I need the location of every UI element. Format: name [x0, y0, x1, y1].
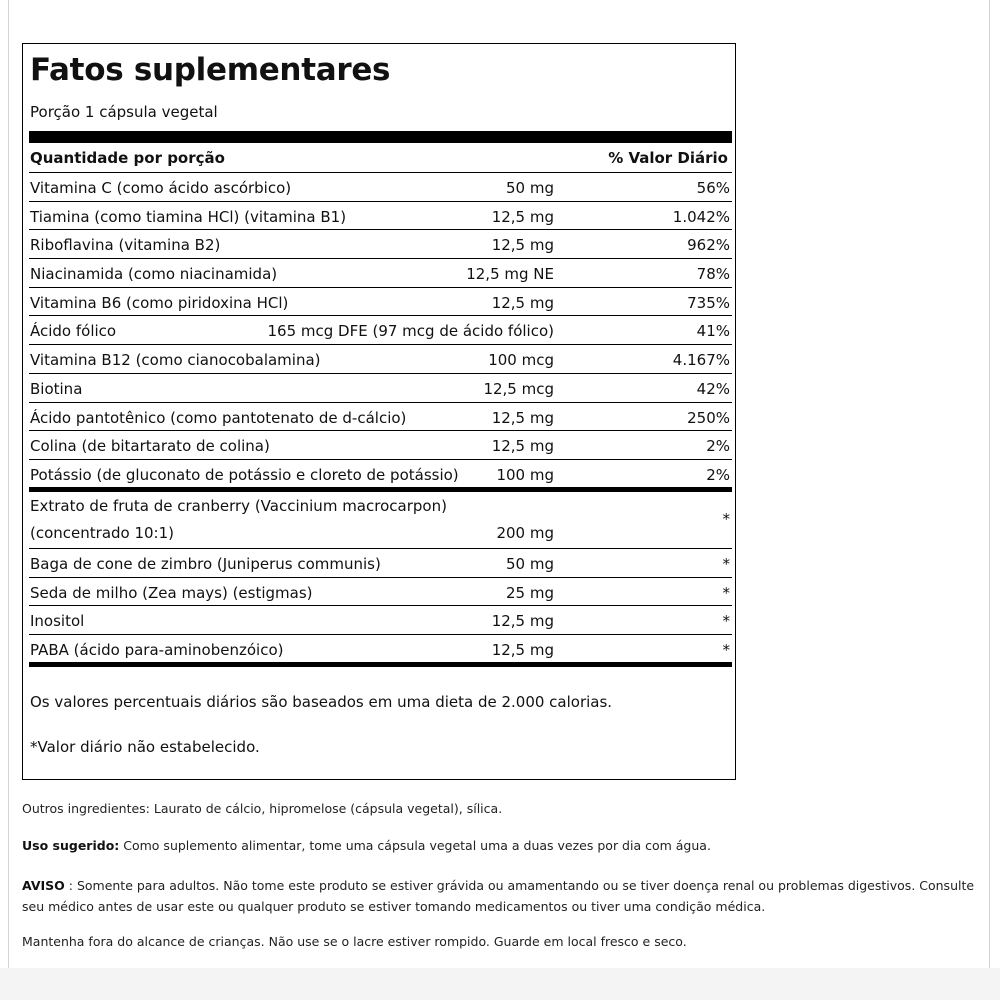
nutrient-row	[29, 288, 732, 317]
warning-label: AVISO	[22, 878, 65, 893]
nutrient-amount: 200 mg	[496, 524, 554, 542]
nutrient-daily-value: *	[722, 583, 730, 602]
nutrient-amount: 12,5 mg	[491, 293, 554, 312]
nutrient-name: PABA (ácido para-aminobenzóico)	[30, 641, 284, 660]
panel-title: Fatos suplementares	[30, 52, 391, 88]
other-ingredients: Outros ingredientes: Laurato de cálcio, hipromelose (cápsula vegetal), sílica.	[22, 801, 503, 816]
nutrient-row	[29, 202, 732, 231]
nutrient-name: Colina (de bitartarato de colina)	[30, 437, 270, 456]
amount-per-serving-header: Quantidade por porção	[30, 149, 225, 167]
daily-value-footnote: Os valores percentuais diários são baseados em uma dieta de 2.000 calorias.	[30, 693, 613, 711]
nutrient-name: Ácido fólico	[30, 322, 117, 341]
nutrient-amount: 12,5 mg	[491, 408, 554, 427]
nutrient-name-continued: (concentrado 10:1)	[30, 524, 175, 542]
nutrient-daily-value: 42%	[696, 379, 730, 398]
nutrient-name: Potássio (de gluconato de potássio e cloreto de potássio)	[30, 465, 459, 484]
nutrient-row	[29, 549, 732, 578]
nutrient-name: Extrato de fruta de cranberry (Vaccinium macrocarpon)	[30, 497, 447, 515]
nutrient-daily-value: 78%	[696, 265, 730, 284]
nutrient-row	[29, 403, 732, 432]
nutrient-rows-primary	[29, 173, 732, 492]
nutrient-name: Niacinamida (como niacinamida)	[30, 265, 278, 284]
nutrient-amount: 50 mg	[506, 555, 554, 573]
nutrient-daily-value: *	[722, 510, 730, 528]
nutrient-row	[29, 173, 732, 202]
nutrient-row	[29, 578, 732, 607]
nutrient-amount: 100 mcg	[488, 351, 554, 370]
nutrient-amount: 25 mg	[506, 583, 554, 602]
nutrient-daily-value: 56%	[696, 179, 730, 197]
nutrient-row	[29, 259, 732, 288]
suggested-use	[22, 835, 982, 856]
nutrient-row	[29, 316, 732, 345]
supplement-facts-panel	[22, 43, 736, 780]
nutrient-daily-value: 4.167%	[672, 351, 730, 370]
warning-text: : Somente para adultos. Não tome este produto se estiver grávida ou amamentando ou se tiver doença renal ou problemas digestivos. Consulte seu médico antes de usar este ou qualquer produto se estiver tomando medicamentos ou tiver uma condição médica.	[22, 878, 975, 914]
nutrient-daily-value: 2%	[706, 437, 730, 456]
nutrient-row	[29, 230, 732, 259]
nutrient-row	[29, 635, 732, 667]
page-bottom-band	[0, 968, 1000, 1000]
serving-size: Porção 1 cápsula vegetal	[30, 103, 218, 121]
nutrient-daily-value: *	[722, 641, 730, 660]
nutrient-name: Vitamina B6 (como piridoxina HCl)	[30, 293, 289, 312]
nutrient-name: Vitamina C (como ácido ascórbico)	[30, 179, 292, 197]
nutrient-row	[29, 460, 732, 492]
nutrient-amount: 12,5 mg NE	[466, 265, 554, 284]
nutrient-amount: 12,5 mcg	[483, 379, 554, 398]
nutrient-daily-value: 962%	[687, 236, 730, 255]
storage-instructions: Mantenha fora do alcance de crianças. Não use se o lacre estiver rompido. Guarde em local fresco e seco.	[22, 934, 687, 949]
suggested-use-text: Como suplemento alimentar, tome uma cápsula vegetal uma a duas vezes por dia com água.	[119, 838, 711, 853]
nutrient-name: Ácido pantotênico (como pantotenato de d-cálcio)	[30, 408, 407, 427]
nutrient-daily-value: 41%	[696, 322, 730, 341]
page-right-rule	[989, 0, 990, 968]
nutrient-daily-value: 735%	[687, 293, 730, 312]
nutrient-daily-value: *	[722, 555, 730, 573]
not-established-footnote: *Valor diário não estabelecido.	[30, 738, 260, 756]
nutrient-daily-value: 1.042%	[672, 207, 730, 226]
daily-value-header: % Valor Diário	[608, 149, 728, 167]
page-left-rule	[8, 0, 9, 968]
nutrient-name: Tiamina (como tiamina HCl) (vitamina B1)	[30, 207, 347, 226]
nutrient-row	[29, 374, 732, 403]
nutrient-name: Baga de cone de zimbro (Juniperus communis)	[30, 555, 381, 573]
nutrient-amount: 50 mg	[506, 179, 554, 197]
nutrient-daily-value: 250%	[687, 408, 730, 427]
suggested-use-label: Uso sugerido:	[22, 838, 120, 853]
nutrient-amount: 12,5 mg	[491, 236, 554, 255]
nutrient-amount: 12,5 mg	[491, 207, 554, 226]
nutrient-name: Vitamina B12 (como cianocobalamina)	[30, 351, 321, 370]
nutrient-row	[29, 345, 732, 374]
nutrient-daily-value: *	[722, 612, 730, 631]
nutrient-amount: 12,5 mg	[491, 641, 554, 660]
thick-divider	[29, 131, 732, 143]
nutrient-daily-value: 2%	[706, 465, 730, 484]
nutrient-amount: 12,5 mg	[491, 437, 554, 456]
nutrient-name: Riboflavina (vitamina B2)	[30, 236, 221, 255]
nutrient-rows-secondary	[29, 491, 732, 667]
warning	[22, 875, 982, 917]
nutrient-row	[29, 491, 732, 549]
nutrient-name: Inositol	[30, 612, 85, 631]
nutrient-row	[29, 606, 732, 635]
nutrient-row	[29, 431, 732, 460]
nutrient-name: Seda de milho (Zea mays) (estigmas)	[30, 583, 313, 602]
nutrient-amount: 165 mcg DFE (97 mcg de ácido fólico)	[267, 322, 554, 341]
nutrient-amount: 100 mg	[496, 465, 554, 484]
nutrient-name: Biotina	[30, 379, 83, 398]
nutrient-amount: 12,5 mg	[491, 612, 554, 631]
